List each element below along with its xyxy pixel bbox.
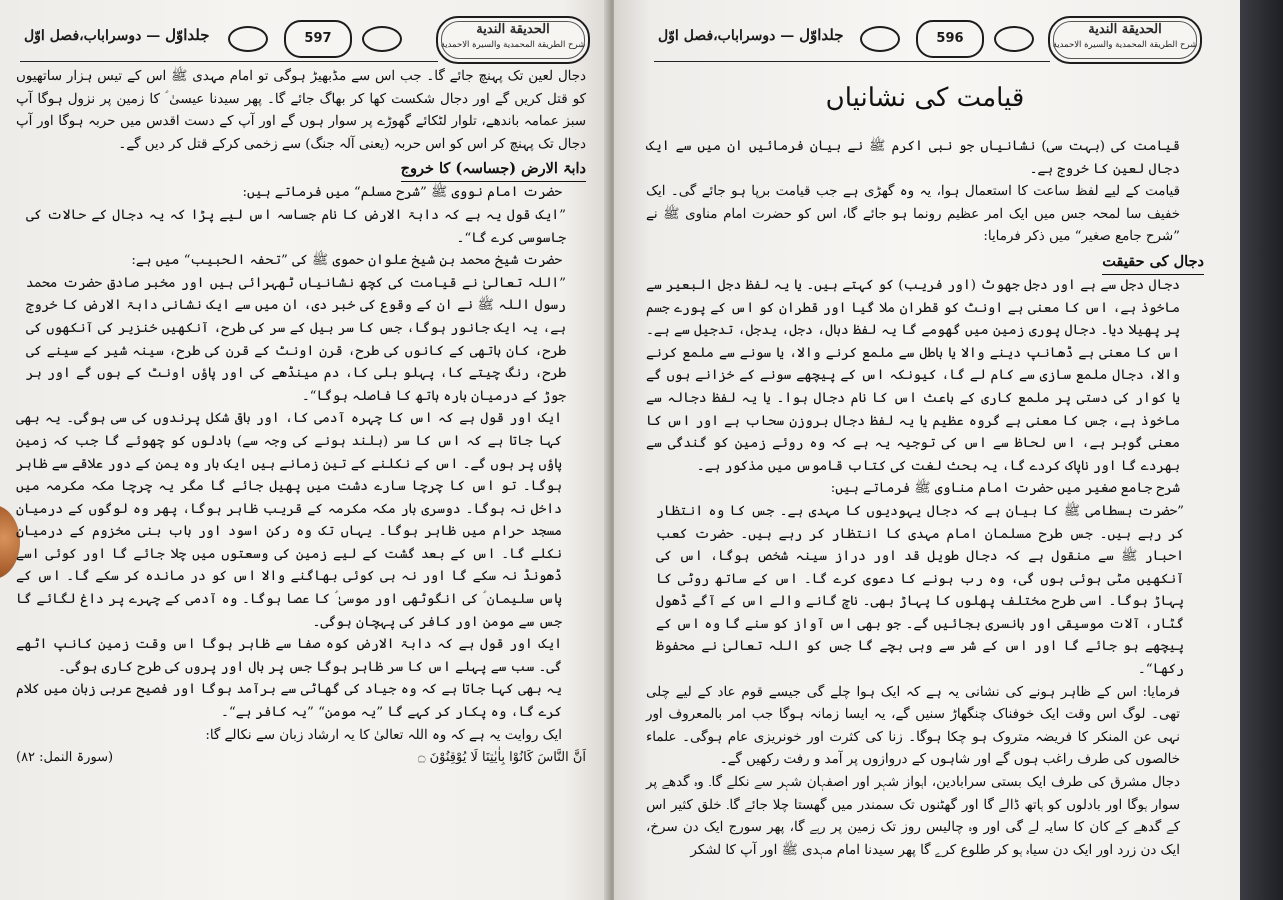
paragraph: دجال دجل سے ہے اور دجل جھوٹ (اور فریب) کو کہتے ہیں۔ یا یہ لفظ دجل البعیر سے ماخوذ ہے، اس کا معنی ہے اونٹ کو قطران ملا گیا اور قطران کو اس کے پورے جسم پر پھیلا دیا۔ دجال پوری زمین میں گھومے گا یہ لفظ دبال، دجل، یدجل، تدجیل سے ہے۔ اس کا معنی ہے ڈھانپ دینے والا یا باطل سے ملمع کرنے والا، یا سونے سے ملمع کرنے والا، دجال ملمع سازی سے کام لے گا، کیونکہ اس کے پیچھے سونے کے خزانے ہوں گے یا کوار کی دستی پر ملمع کاری کے باعث اس کا نام دجال ہوا۔ یا یہ لفظ دجالہ سے ماخوذ ہے، جس کا معنی ہے گروہ عظیم یا یہ لفظ دجال بروزن سحاب ہے اور اس کا معنی گوبر ہے، اس لحاظ سے اس کی توجیہ یہ ہے کہ وہ روئے زمین کو گندگی سے بھردے گا اور ناپاک کردے گا، یہ بحث لغت کی کتاب قاموس میں مذکور ہے۔ [646, 277, 1180, 474]
book-subtitle: شرح الطريقة المحمدية والسيرة الاحمدية [440, 40, 586, 50]
right-page-body [646, 66, 1204, 862]
running-head [24, 26, 210, 44]
verse-reference: (سورۃ النمل: ۸۲) [16, 750, 114, 766]
paragraph: قیامت کی (بہت سی) نشانیاں جو نبی اکرم ﷺ نے بیان فرمائیں ان میں سے ایک دجال لعین کا خروج ہے۔ [646, 139, 1180, 177]
paragraph: شرح جامع صغیر میں حضرت امام مناوی ﷺ فرماتے ہیں: [830, 481, 1180, 497]
paragraph: قیامت کے لیے لفظ ساعت کا استعمال ہوا، یہ وہ گھڑی ہے جب قیامت برپا ہو جائے گی۔ ایک خفیف سا لمحہ جس میں ایک امر عظیم رونما ہو جائے گا، اس کو حضرت امام مناوی ﷺ نے ”شرح جامع صغیر“ میں ذکر فرمایا: [646, 184, 1180, 245]
running-chapter: — دوسراباب،فصل اوّل [24, 28, 161, 44]
paragraph: دجال مشرق کی طرف ایک بستی سرابادین، اہواز شہر اور اصفہان شہر سے نکلے گا۔ وہ گدھے پر سوار ہوگا اور بادلوں کو ہاتھ ڈالے گا اور گھٹنوں تک سمندر میں گھستا چلا جائے گا۔ خلق کثیر اس کے گدھے کے کان کا سایہ لے گی اور وہ چالیس روز تک زمین پر رہے گا، پھر سورج ایک دن سرخ، ایک دن زرد اور ایک دن سیاہ ہو کر طلوع کرے گا پھر سیدنا امام مہدی ﷺ اور آپ کا لشکر [646, 775, 1180, 858]
left-page-header [20, 12, 590, 64]
page-number: 596 [916, 20, 984, 58]
quotation: ”حضرت بسطامی ﷺ کا بیان ہے کہ دجال یہودیوں کا مہدی ہے۔ جس کا وہ انتظار کر رہے ہیں۔ جس طرح مسلمان امام مہدی کا انتظار کر رہے ہیں۔ حضرت کعب احبار ﷺ سے منقول ہے کہ دجال طویل قد اور دراز سینہ شخص ہوگا، اس کی آنکھیں مٹی ہوئی ہوں گی، وہ رب ہونے کا دعوی کرے گا۔ اس کے ساتھ روٹی کا پہاڑ ہوگا۔ اسی طرح مختلف پھلوں کا پہاڑ بھی۔ ناچ گانے والے اس کے آگے ڈھول گٹار، آلات موسیقی اور بانسری بجائیں گے۔ جو بھی اس آواز کو سنے گا وہ اس کے پیچھے ہو جائے گا اور اس کے شر سے وہی بچے گا جس کو اللہ تعالیٰ نے محفوظ رکھا“۔ [656, 503, 1184, 678]
quotation: ”اللہ تعالیٰ نے قیامت کی کچھ نشانیاں ٹھہرائی ہیں اور مخبر صادق حضرت محمد رسول اللہ ﷺ نے ان کے وقوع کی خبر دی، ان میں سے ایک نشانی دابۃ الارض کا خروج ہے، یہ ایک جانور ہوگا، جس کا سر بیل کے سر کی طرح، آنکھیں خنزیر کی آنکھوں کی طرح، کان ہاتھی کے کانوں کی طرح، قرن اونٹ کے قرن کی طرح، سینہ شیر کے سینے کی طرح، رنگ چیتے کا، پہلو بلی کا، دم مینڈھے کی اور پاؤں اونٹ کے ہوں گے اور ہر جوڑ کے درمیان بارہ ہاتھ کا فاصلہ ہوگا“۔ [26, 275, 566, 404]
book-title: الحديقة الندية [1088, 22, 1162, 37]
quotation: ”ایک قول یہ ہے کہ دابۃ الارض کا نام جساسہ اس لیے پڑا کہ یہ دجال کے حالات کی جاسوسی کرے گا“۔ [26, 207, 566, 246]
paragraph: فرمایا: اس کے ظاہر ہونے کی نشانی یہ ہے کہ ایک ہوا چلے گی جیسے قوم عاد کے لیے چلی تھی۔ لوگ اس وقت ایک خوفناک چنگھاڑ سنیں گے، یہ ایسا زمانہ ہوگا جب امر بالمعروف اور نہی عن المنکر کا فریضہ متروک ہو چکا ہوگا۔ زنا کی کثرت اور خونریزی عام ہوگی۔ علماء خالصوں کی طرف راغب ہوں گے اور شاہوں کے دروازوں پر آمد و رفت رکھیں گے۔ [646, 684, 1180, 768]
right-page [614, 0, 1240, 900]
chapter-title: قیامت کی نشانیاں [825, 83, 1025, 113]
verse-text: اَنَّ النَّاسَ كَانُوْا بِاٰيٰتِنَا لَا يُوْقِنُوْنَ ۝ [417, 750, 586, 766]
ornament-swirl-icon [860, 26, 900, 52]
paragraph: یہ بھی کہا جاتا ہے کہ وہ جیاد کی گھاٹی سے برآمد ہوگا اور فصیح عربی زبان میں کلام کرے گا، وہ پکار کر کہے گا ”یہ مومن“ ”یہ کافر ہے“۔ [16, 682, 562, 721]
paragraph: ایک اور قول ہے کہ اس کا چہرہ آدمی کا، اور باقی شکل پرندوں کی سی ہوگی۔ یہ بھی کہا جاتا ہے کہ اس کا سر (بلند ہونے کی وجہ سے) بادلوں کو چھوئے گا جب کہ زمین پاؤں پر ہوں گے۔ اس کے نکلنے کے تین زمانے ہیں ایک بار وہ یمن کے دور علاقے سے ظاہر ہوگا۔ تو اس کا چرچا سارے دشت میں پھیل جائے گا مگر یہ چرچا مکہ مکرمہ میں داخل نہ ہوگا۔ دوسری بار مکہ مکرمہ کے قریب ظاہر ہوگا، پھر وہ لوگوں کے درمیان مسجد حرام میں ظاہر ہوگا۔ یہاں تک وہ رکن اسود اور باب بنی مخزوم کے درمیان نکلے گا۔ اس کے بعد گشت کے لیے زمین کی وسعتوں میں چلا جائے گا اور کوئی اسے ڈھونڈ نہ سکے گا اور نہ ہی کوئی بھاگنے والا اس کو در ماندہ کر سکے گا۔ اس کے پاس سلیمان ؑ کی انگوٹھی اور موسیٰ ؑ کا عصا ہوگا۔ وہ آدمی کے چہرے پر داغ لگائے گا جس سے مومن اور کافر کی پہچان ہوگی۔ [16, 411, 562, 630]
paragraph: دجال لعین تک پہنچ جائے گا۔ جب اس سے مڈبھیڑ ہوگی تو امام مہدی ﷺ اس کے تیس ہزار ساتھیوں کو قتل کریں گے اور دجال شکست کھا کر بھاگ جائے گا۔ پھر سیدنا عیسیٰ ؑ کا زمین پر نزول ہوگا آپ سبز عمامہ باندھے، تلوار لٹکائے گھوڑے پر سوار ہوں گے اور آپ کے دست اقدس میں حربہ ہوگا اور آپ دجال تک پہنچ کر اس کو اس حربہ (یعنی آلہ جنگ) سے زخمی کرکے قتل کر دیں گے۔ [16, 69, 586, 152]
running-volume: جلداوّل [165, 26, 210, 44]
paragraph: ایک اور قول ہے کہ دابۃ الارض کوہ صفا سے ظاہر ہوگا اس وقت زمین کانپ اٹھے گی۔ سب سے پہلے اس کا سر ظاہر ہوگا جس پر بال اور پروں کی طرح کاری ہوگی۔ [16, 637, 562, 675]
right-page-header [654, 12, 1202, 64]
section-heading: دجال کی حقیقت [1102, 249, 1204, 275]
book-title-ornament [1048, 16, 1202, 64]
left-page-body [16, 66, 586, 769]
quran-verse [16, 747, 586, 769]
ornament-swirl-icon [994, 26, 1034, 52]
book-cover-edge [1240, 0, 1283, 900]
running-head [658, 26, 844, 44]
section-heading: دابۃ الارض (جساسہ) کا خروج [401, 156, 586, 182]
paragraph: ایک روایت یہ ہے کہ وہ اللہ تعالیٰ کا یہ ارشاد زبان سے نکالے گا: [205, 727, 562, 743]
paragraph: حضرت شیخ محمد بن شیخ علوان حموی ﷺ کی ”تحفہ الحبیب“ میں ہے: [131, 253, 562, 269]
left-page [0, 0, 612, 900]
paragraph: حضرت امام نووی ﷺ ”شرح مسلم“ میں فرماتے ہیں: [242, 185, 562, 201]
book-title: الحديقة الندية [476, 22, 550, 37]
book-subtitle: شرح الطريقة المحمدية والسيرة الاحمدية [1052, 40, 1198, 50]
header-rule [654, 61, 1050, 62]
book-title-ornament [436, 16, 590, 64]
running-volume: جلداوّل [799, 26, 844, 44]
header-rule [20, 61, 438, 62]
running-chapter: — دوسراباب،فصل اوّل [658, 28, 795, 44]
ornament-swirl-icon [362, 26, 402, 52]
page-number: 597 [284, 20, 352, 58]
ornament-swirl-icon [228, 26, 268, 52]
